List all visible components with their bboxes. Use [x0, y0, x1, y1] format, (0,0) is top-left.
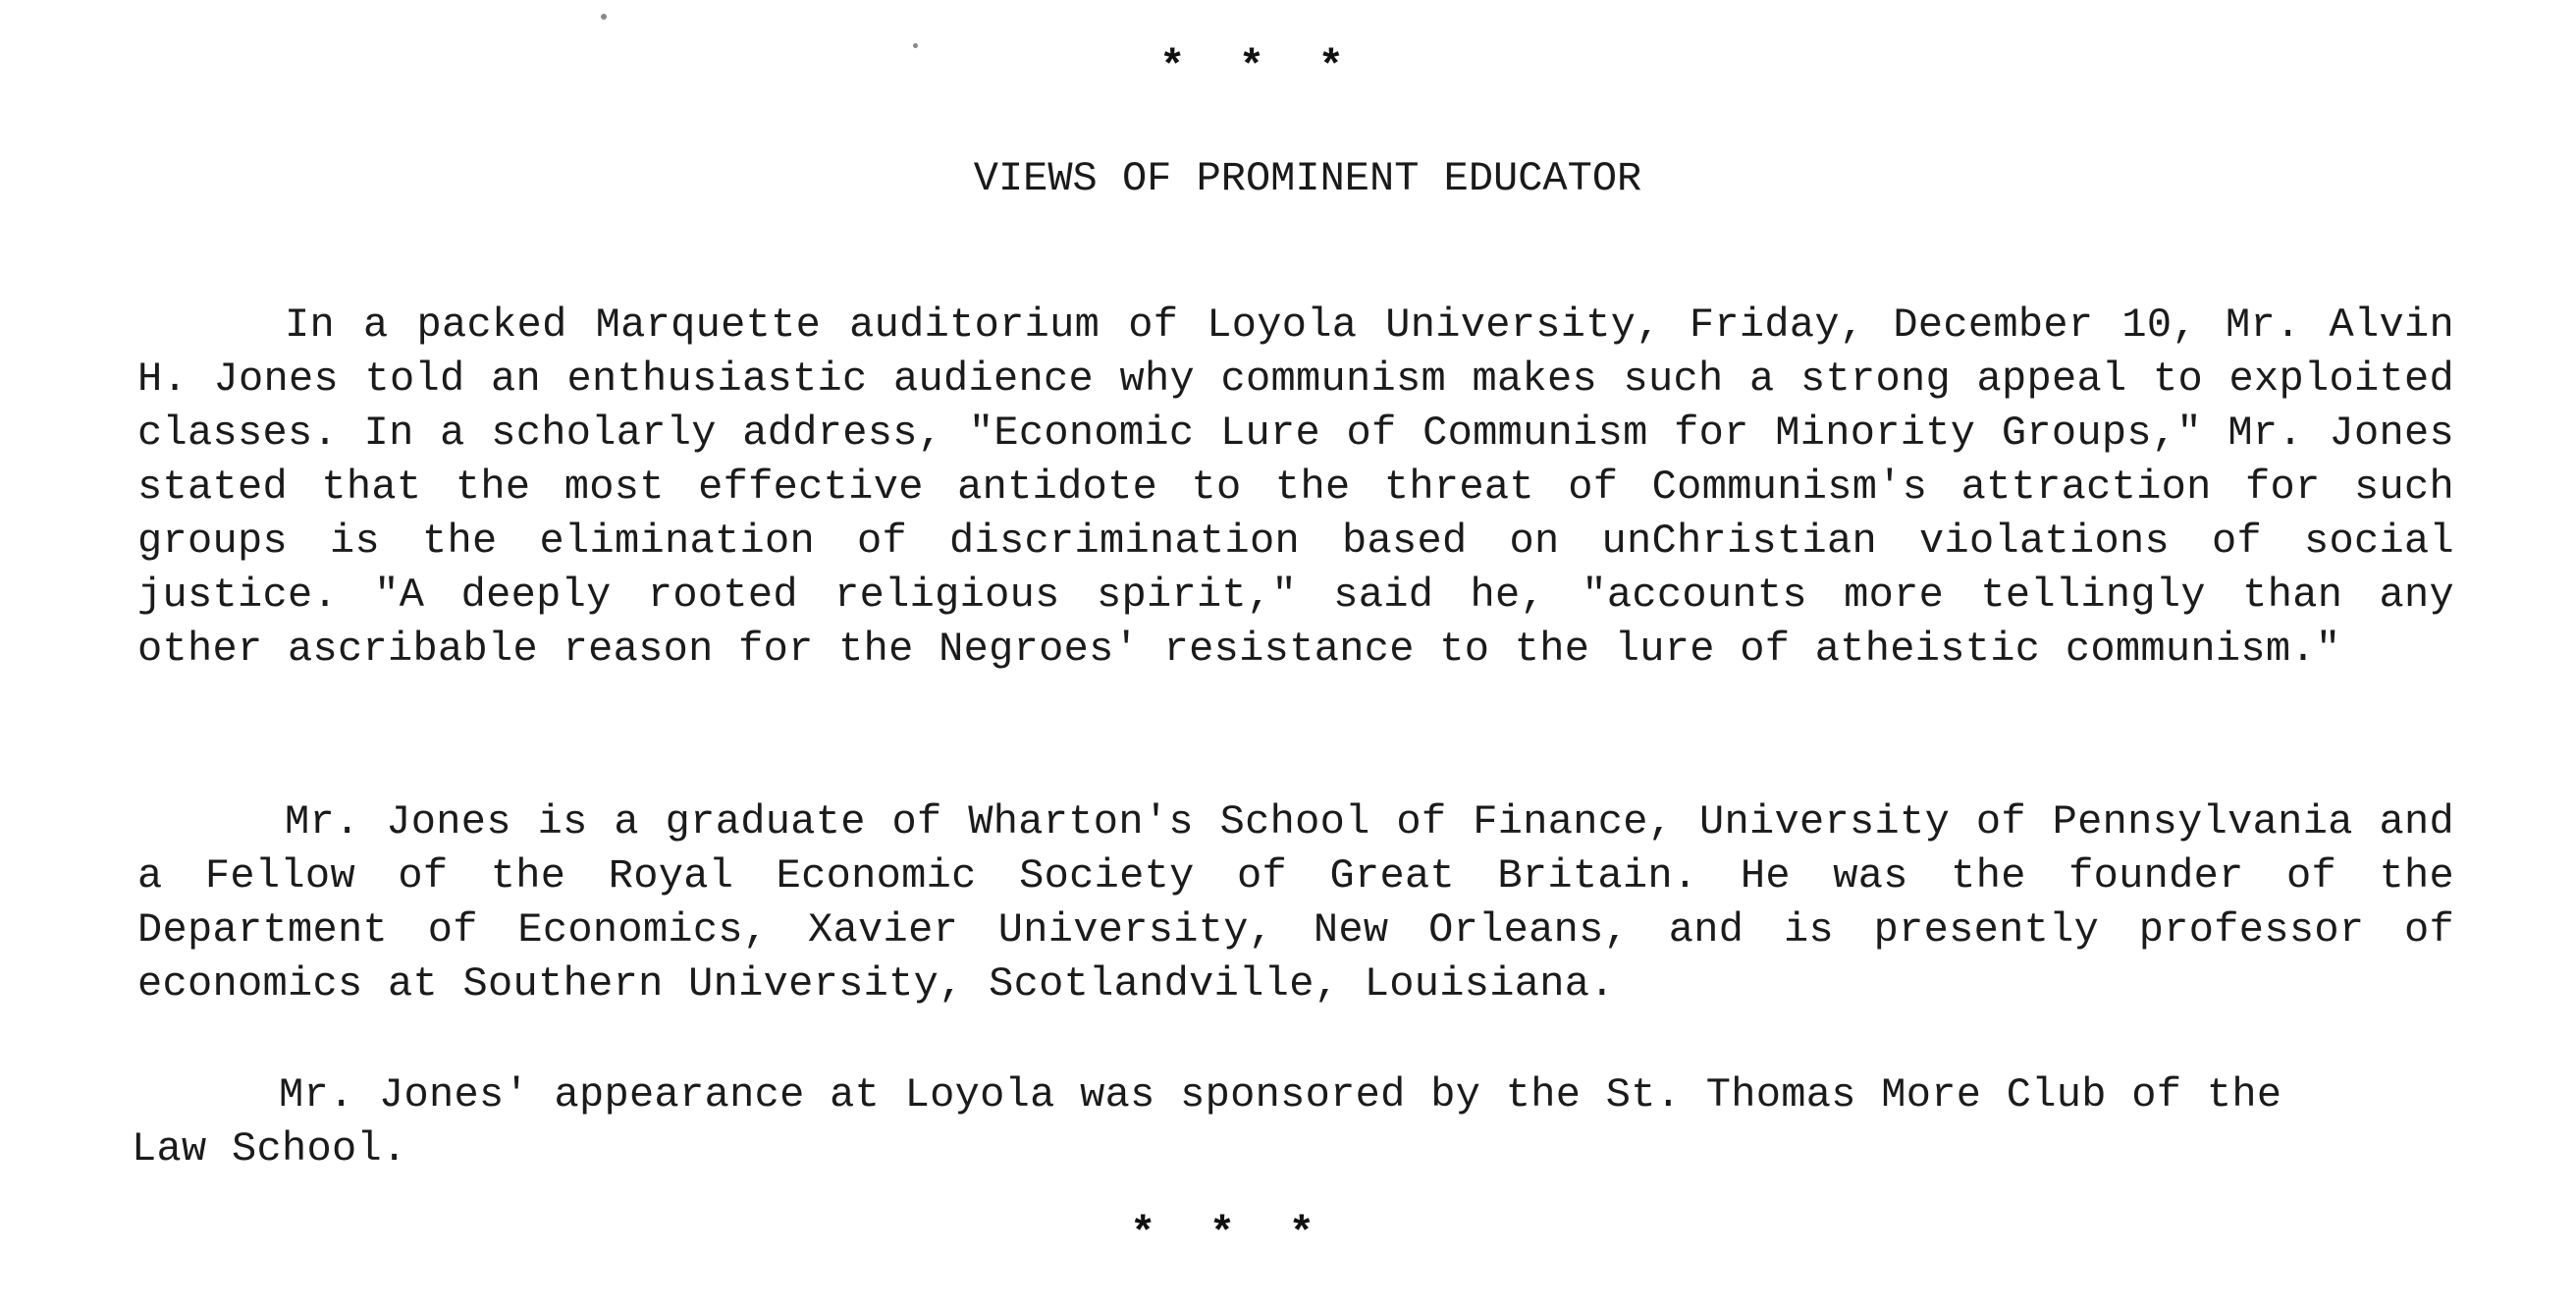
- top-divider: * * *: [1158, 43, 1359, 92]
- page-title: VIEWS OF PROMINENT EDUCATOR: [973, 155, 1642, 202]
- bottom-divider: * * *: [1129, 1210, 1329, 1259]
- paragraph-sponsor: Mr. Jones' appearance at Loyola was sponsored by the St. Thomas More Club of the Law School.: [132, 1071, 2282, 1173]
- paragraph-address: In a packed Marquette auditorium of Loyola University, Friday, December 10, Mr. Alvin H. Jones told an enthusiastic audience why communism makes such a strong appeal to exploited classes. In a scholarly address, "Economic Lure of Communism for Minority Groups," Mr. Jones stated that the most effective antidote to the threat of Communism's attraction for such groups is the elimination of discrimination based on unChristian violations of social justice. "A deeply rooted religious spirit," said he, "accounts more tellingly than any other ascribable reason for the Negroes' resistance to the lure of atheistic communism.": [137, 301, 2454, 673]
- ink-speck: [601, 14, 607, 20]
- paragraph-biography: Mr. Jones is a graduate of Wharton's School of Finance, University of Pennsylvania and a Fellow of the Royal Economic Society of Great Britain. He was the founder of the Department of Economics, Xavier University, New Orleans, and is presently professor of economics at Southern University, Scotlandville, Louisiana.: [137, 798, 2454, 1008]
